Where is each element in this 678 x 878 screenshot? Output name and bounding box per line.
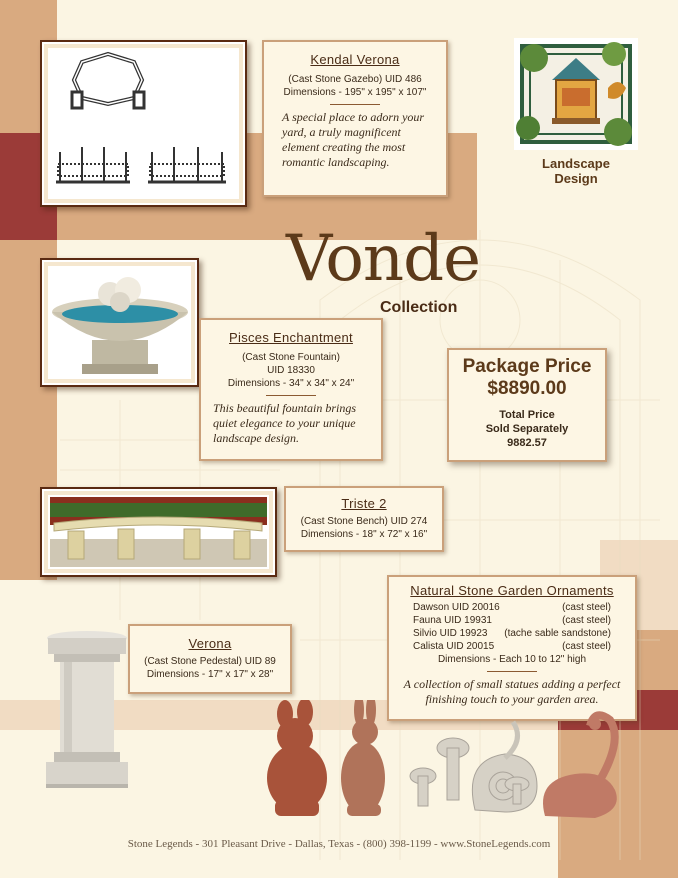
pedestal-type-uid: (Cast Stone Pedestal) UID 89 xyxy=(144,656,276,667)
package-price-card xyxy=(447,348,607,462)
pedestal-title: Verona xyxy=(188,636,232,651)
fountain-title: Pisces Enchantment xyxy=(229,330,353,345)
gazebo-image xyxy=(40,40,247,207)
bench-title: Triste 2 xyxy=(341,496,387,511)
ornament-material: (cast steel) xyxy=(562,602,611,613)
ornament-name: Calista UID 20015 xyxy=(413,641,495,652)
footer-contact: Stone Legends - 301 Pleasant Drive - Dallas, Texas - (800) 398-1199 - www.StoneLegends.com xyxy=(127,838,551,850)
ornament-row-3 xyxy=(391,627,633,640)
ornament-row-2 xyxy=(391,614,633,627)
ornament-material: (cast steel) xyxy=(562,615,611,626)
pedestal-image xyxy=(42,628,132,798)
ornament-name: Dawson UID 20016 xyxy=(413,602,500,613)
bench-type-uid: (Cast Stone Bench) UID 274 xyxy=(300,516,428,527)
fountain-dimensions: Dimensions - 34" x 34" x 24" xyxy=(227,378,355,389)
fountain-description: This beautiful fountain brings quiet elegance to your unique landscape design. xyxy=(213,401,357,445)
ornament-row-4 xyxy=(391,640,633,653)
package-sold-separately: Sold Separately xyxy=(485,423,569,435)
gazebo-type-uid: (Cast Stone Gazebo) UID 486 xyxy=(288,74,422,85)
pedestal-dimensions: Dimensions - 17" x 17" x 28" xyxy=(146,669,274,680)
bench-dimensions: Dimensions - 18" x 72" x 16" xyxy=(300,529,428,540)
collection-subtitle: Collection xyxy=(380,299,458,316)
fountain-divider xyxy=(266,395,316,396)
gazebo-card xyxy=(262,40,448,197)
fountain-image xyxy=(40,258,199,387)
bench-image xyxy=(40,487,277,577)
ornaments-dimensions: Dimensions - Each 10 to 12" high xyxy=(437,654,587,665)
ornament-row-1 xyxy=(391,601,633,614)
bench-card xyxy=(284,486,444,552)
package-separate-total: 9882.57 xyxy=(507,437,547,449)
collection-title: Vonde xyxy=(286,222,480,296)
package-title: Package Price xyxy=(462,356,592,377)
logo-line-1: Landscape xyxy=(542,156,610,171)
fountain-uid: UID 18330 xyxy=(267,365,315,376)
ornaments-title: Natural Stone Garden Ornaments xyxy=(410,583,614,598)
gazebo-drawing xyxy=(42,42,245,205)
package-price: $8890.00 xyxy=(487,378,567,399)
ornament-name: Fauna UID 19931 xyxy=(413,615,492,626)
ornament-name: Silvio UID 19923 xyxy=(413,628,488,639)
garden-statues-image xyxy=(255,700,635,830)
landscape-design-logo xyxy=(514,38,638,150)
ornaments-divider xyxy=(487,671,537,672)
gazebo-description: A special place to adorn your yard, a truly magnificent element creating the most romantic landscaping. xyxy=(282,110,425,169)
fountain-card xyxy=(199,318,383,461)
fountain-drawing xyxy=(42,260,197,385)
gazebo-title: Kendal Verona xyxy=(310,52,400,67)
bench-drawing xyxy=(42,489,275,575)
logo-text xyxy=(514,156,638,186)
gazebo-divider xyxy=(330,104,380,105)
ornaments-description: A collection of small statues adding a perfect finishing touch to your garden area. xyxy=(403,677,621,706)
package-total-label: Total Price xyxy=(499,409,555,421)
ornament-material: (cast steel) xyxy=(562,641,611,652)
ornament-material: (tache sable sandstone) xyxy=(504,628,611,639)
pedestal-card xyxy=(128,624,292,694)
gazebo-logo-icon xyxy=(514,38,638,150)
logo-line-2: Design xyxy=(554,171,598,186)
gazebo-dimensions: Dimensions - 195" x 195" x 107" xyxy=(283,87,427,98)
fountain-type: (Cast Stone Fountain) xyxy=(242,352,340,363)
